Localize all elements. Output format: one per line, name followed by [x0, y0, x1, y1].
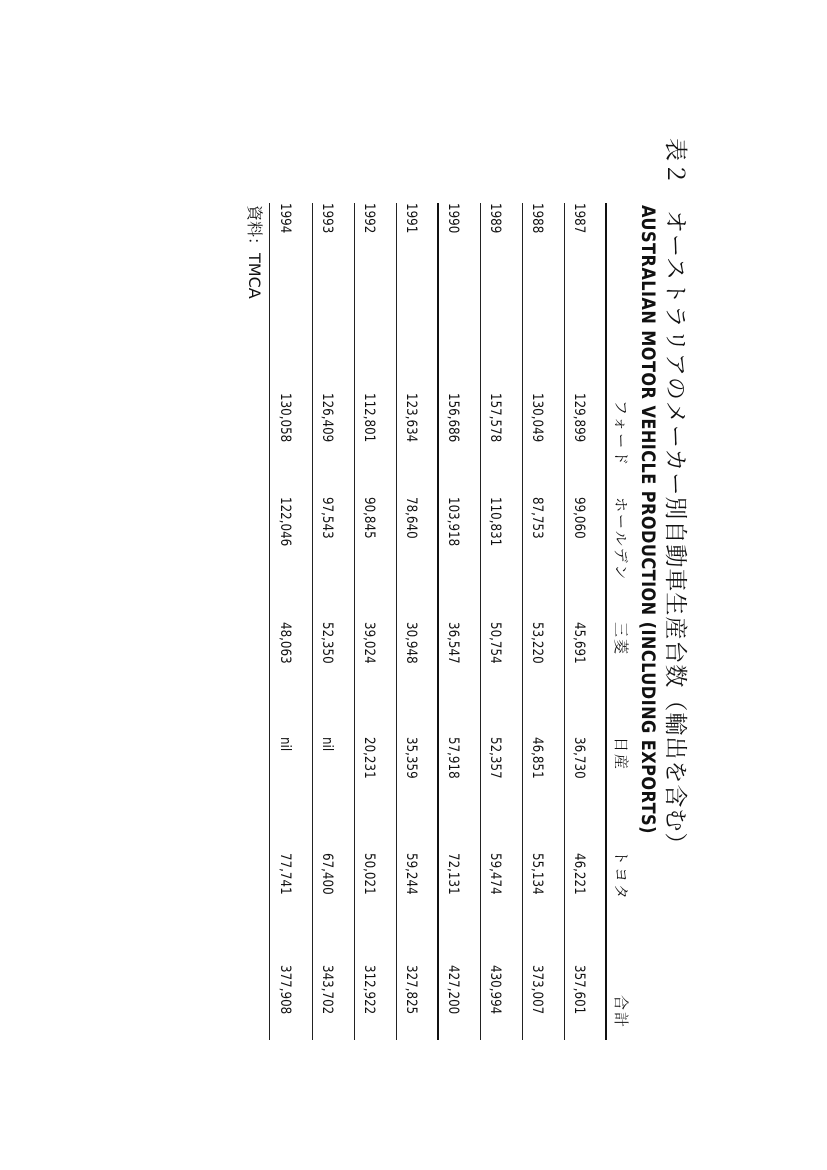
table-cell: 312,922 — [361, 965, 377, 1015]
table-cell: 20,231 — [361, 737, 377, 779]
table-cell: 72,131 — [445, 853, 461, 895]
table-cell: 373,007 — [529, 965, 545, 1015]
table-title-japanese: 表２ オーストラリアのメーカー別自動車生産台数（輸出を含む） — [662, 138, 688, 857]
table-cell: 103,918 — [445, 497, 461, 547]
column-header-toyota: トヨタ — [612, 850, 630, 902]
table-cell: 123,634 — [403, 393, 419, 443]
table-cell: 39,024 — [361, 622, 377, 664]
table-cell: 97,543 — [319, 497, 335, 539]
table-cell: 77,741 — [277, 853, 293, 895]
table-cell: 45,691 — [571, 622, 587, 664]
table-cell: 343,702 — [319, 965, 335, 1015]
column-header-mitsubishi: 三菱 — [612, 622, 630, 657]
row-rule — [269, 203, 270, 1040]
table-cell: 55,134 — [529, 853, 545, 895]
row-rule — [480, 203, 481, 1040]
row-year: 1993 — [319, 203, 335, 234]
table-cell: 112,801 — [361, 393, 377, 443]
row-year: 1994 — [277, 203, 293, 234]
table-cell: 46,221 — [571, 853, 587, 895]
table-cell: 50,754 — [487, 622, 503, 664]
row-year: 1989 — [487, 203, 503, 234]
table-cell: 59,474 — [487, 853, 503, 895]
table-cell: 327,825 — [403, 965, 419, 1015]
table-cell: nil — [319, 737, 335, 752]
table-cell: 35,359 — [403, 737, 419, 779]
row-year: 1992 — [361, 203, 377, 234]
row-rule — [312, 203, 313, 1040]
table-cell: 130,049 — [529, 393, 545, 443]
table-cell: 156,686 — [445, 393, 461, 443]
table-cell: 430,994 — [487, 965, 503, 1015]
table-cell: 67,400 — [319, 853, 335, 895]
table-cell: 36,547 — [445, 622, 461, 664]
column-header-holden: ホールデン — [612, 497, 630, 582]
table-cell: 30,948 — [403, 622, 419, 664]
table-cell: 48,063 — [277, 622, 293, 664]
table-cell: 129,899 — [571, 393, 587, 443]
table-cell: 90,845 — [361, 497, 377, 539]
source-note: 資料：TMCA — [245, 205, 264, 299]
table-cell: 110,831 — [487, 497, 503, 547]
row-year: 1988 — [529, 203, 545, 234]
row-year: 1991 — [403, 203, 419, 234]
table-cell: 52,350 — [319, 622, 335, 664]
row-rule — [396, 203, 397, 1040]
table-cell: 377,908 — [277, 965, 293, 1015]
column-header-total: 合計 — [612, 995, 630, 1030]
table-cell: 78,640 — [403, 497, 419, 539]
row-year: 1987 — [571, 203, 587, 234]
table-cell: 126,409 — [319, 393, 335, 443]
table-cell: 122,046 — [277, 497, 293, 547]
column-header-nissan: 日産 — [612, 737, 630, 772]
table-cell: 53,220 — [529, 622, 545, 664]
table-cell: 52,357 — [487, 737, 503, 779]
row-rule — [437, 203, 439, 1040]
table-cell: 36,730 — [571, 737, 587, 779]
table-cell: 87,753 — [529, 497, 545, 539]
table-title-english: AUSTRALIAN MOTOR VEHICLE PRODUCTION (INCLUDING EXPORTS) — [637, 205, 659, 834]
table-cell: 357,601 — [571, 965, 587, 1015]
column-header-ford: フォード — [612, 400, 630, 468]
row-rule — [354, 203, 355, 1040]
table-cell: 59,244 — [403, 853, 419, 895]
table-cell: nil — [277, 737, 293, 752]
table-cell: 130,058 — [277, 393, 293, 443]
row-rule — [564, 203, 565, 1040]
row-year: 1990 — [445, 203, 461, 234]
row-rule — [522, 203, 523, 1040]
table-cell: 99,060 — [571, 497, 587, 539]
table-cell: 427,200 — [445, 965, 461, 1015]
header-rule — [605, 203, 607, 1040]
table-cell: 50,021 — [361, 853, 377, 895]
table-cell: 157,578 — [487, 393, 503, 443]
table-cell: 57,918 — [445, 737, 461, 779]
table-cell: 46,851 — [529, 737, 545, 779]
